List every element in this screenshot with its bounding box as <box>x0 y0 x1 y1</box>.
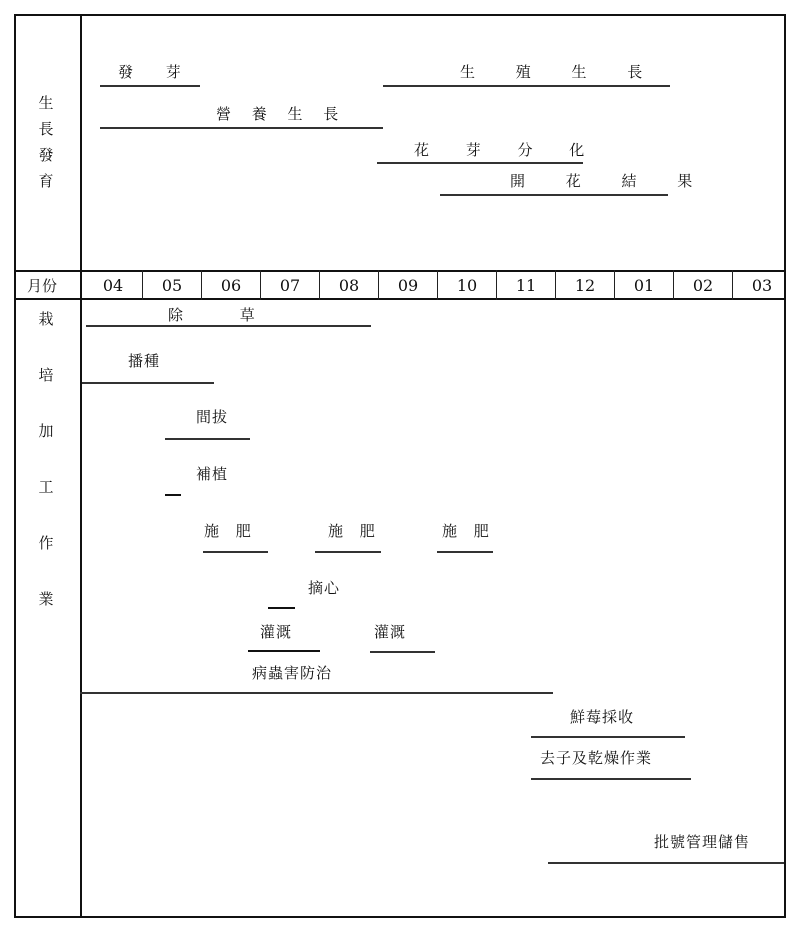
phase-germination-label: 發 芽 <box>118 63 195 81</box>
month-12: 12 <box>574 276 596 295</box>
cultivation-label-char: 栽 <box>38 310 54 328</box>
task-sowing-label: 播種 <box>128 352 161 370</box>
phase-flower-bud-bar <box>377 162 583 164</box>
task-topping-label: 摘心 <box>308 579 341 597</box>
task-pest-control-bar <box>80 692 553 694</box>
month-05: 05 <box>161 276 183 295</box>
task-fertilize-1-bar <box>203 551 268 553</box>
task-topping-bar <box>268 607 295 609</box>
table-right-border <box>784 14 786 918</box>
month-10: 10 <box>456 276 478 295</box>
phase-reproductive-label: 生 殖 生 長 <box>460 63 661 81</box>
task-thinning-bar <box>165 438 250 440</box>
month-11: 11 <box>515 276 537 295</box>
month-08: 08 <box>338 276 360 295</box>
cultivation-label-char: 加 <box>38 422 54 440</box>
month-07: 07 <box>279 276 301 295</box>
task-drying-label: 去子及乾燥作業 <box>540 749 653 767</box>
month-04: 04 <box>102 276 124 295</box>
growth-label-char: 育 <box>38 172 54 190</box>
growth-label-char: 生 <box>38 94 54 112</box>
task-fertilize-2-bar <box>315 551 381 553</box>
task-weeding-label: 除 草 <box>168 306 281 324</box>
table-bottom-border <box>14 916 786 918</box>
month-02: 02 <box>692 276 714 295</box>
task-harvest-label: 鮮莓採收 <box>570 708 635 726</box>
task-sowing-bar <box>82 382 214 384</box>
phase-flowering-label: 開 花 結 果 <box>510 172 711 190</box>
task-replanting-bar <box>165 494 181 496</box>
month-06: 06 <box>220 276 242 295</box>
phase-germination-bar <box>100 85 200 87</box>
task-pest-control-label: 病蟲害防治 <box>252 664 333 682</box>
phase-flowering-bar <box>440 194 668 196</box>
task-fertilize-2-label: 施 肥 <box>328 522 381 540</box>
month-03: 03 <box>751 276 773 295</box>
phase-vegetative-bar <box>100 127 383 129</box>
task-irrigation-1-bar <box>248 650 320 652</box>
cultivation-label-char: 工 <box>38 478 54 496</box>
growth-label-char: 發 <box>38 146 54 164</box>
phase-vegetative-label: 營 養 生 長 <box>216 105 347 123</box>
growth-label-char: 長 <box>38 120 54 138</box>
month-01: 01 <box>633 276 655 295</box>
task-irrigation-1-label: 灌溉 <box>260 623 293 641</box>
task-weeding-bar <box>86 325 371 327</box>
task-irrigation-2-bar <box>370 651 435 653</box>
cultivation-label-char: 業 <box>38 590 54 608</box>
task-thinning-label: 間拔 <box>196 408 229 426</box>
month-row-top-border <box>14 270 786 272</box>
task-drying-bar <box>531 778 691 780</box>
label-column-divider <box>80 14 82 918</box>
task-storage-bar <box>548 862 784 864</box>
month-09: 09 <box>397 276 419 295</box>
task-fertilize-1-label: 施 肥 <box>204 522 257 540</box>
table-left-border <box>14 14 16 918</box>
phase-flower-bud-label: 花 芽 分 化 <box>414 141 601 159</box>
phase-reproductive-bar <box>383 85 670 87</box>
month-row-bottom-border <box>14 298 786 300</box>
task-storage-label: 批號管理儲售 <box>654 833 751 851</box>
task-harvest-bar <box>531 736 685 738</box>
month-header: 月份 <box>26 277 57 295</box>
cultivation-label-char: 培 <box>38 366 54 384</box>
task-fertilize-3-bar <box>437 551 493 553</box>
task-fertilize-3-label: 施 肥 <box>442 522 495 540</box>
task-replanting-label: 補植 <box>196 465 229 483</box>
task-irrigation-2-label: 灌溉 <box>374 623 407 641</box>
table-top-border <box>14 14 786 16</box>
cultivation-label-char: 作 <box>38 534 54 552</box>
